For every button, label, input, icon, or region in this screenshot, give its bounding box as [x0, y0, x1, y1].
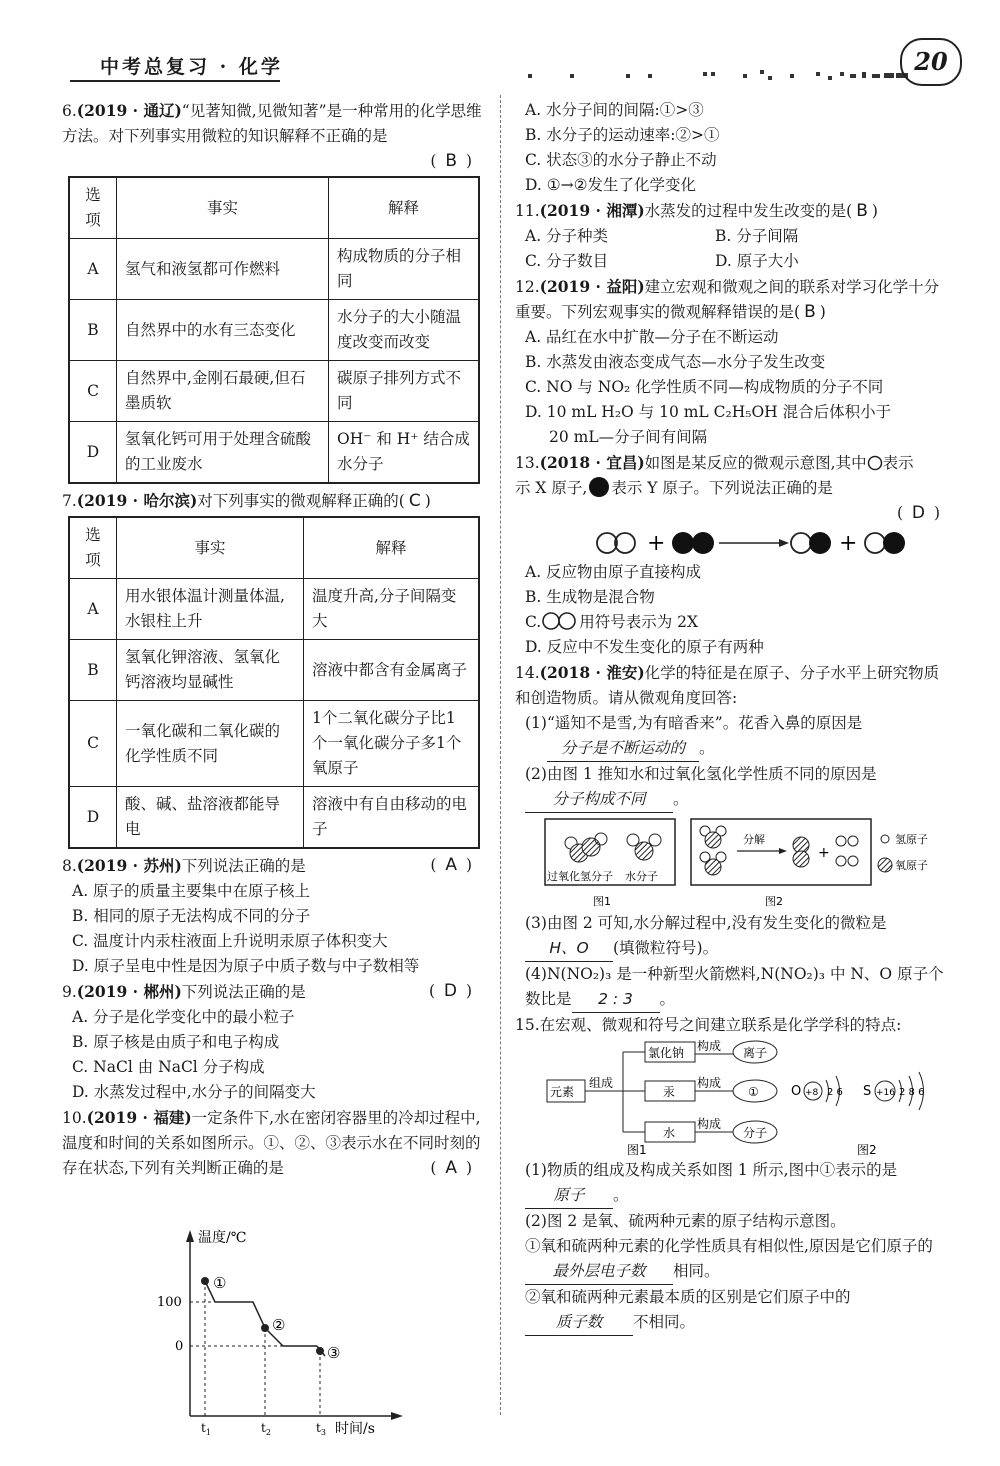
- table-header: 选项: [69, 517, 117, 579]
- q15-part-2a: [515, 1234, 950, 1285]
- figure-1-caption: 图1: [627, 1143, 647, 1157]
- question-8: [62, 853, 482, 979]
- xx-molecule-icon: [541, 611, 579, 631]
- q7-table: [68, 516, 480, 849]
- table-cell: A: [69, 239, 117, 300]
- q15-part-1: (1)物质的组成及构成关系如图 1 所示,图中①表示的是原子 。: [515, 1158, 950, 1209]
- y-tick-100: 100: [157, 1295, 182, 1310]
- o-atom: [635, 842, 653, 860]
- o-atom: [705, 859, 721, 875]
- option: B. 水蒸发由液态变成气态—水分子发生改变: [525, 353, 826, 371]
- t1-text: t: [201, 1421, 206, 1435]
- plus-icon: +: [647, 531, 666, 556]
- option: C. NO 与 NO₂ 化学性质不同—构成物质的分子不同: [525, 378, 884, 396]
- q15-part-2a-text: ①氧和硫两种元素的化学性质具有相似性,原因是它们原子的: [525, 1237, 933, 1255]
- q14-part-2-text: (2)由图 1 推知水和过氧化氢化学性质不同的原因是: [525, 765, 877, 783]
- column-divider: [500, 95, 501, 1415]
- table-cell: OH⁻ 和 H⁺ 结合成水分子: [329, 422, 480, 484]
- option: D. 反应中不发生变化的原子有两种: [525, 638, 764, 656]
- h-atom: [649, 834, 661, 846]
- option-row: [515, 224, 950, 249]
- q13-stem-4: 表示 Y 原子。下列说法正确的是: [611, 479, 833, 497]
- y-atom: [672, 532, 694, 554]
- q10-source: (2019 · 福建): [86, 1108, 192, 1127]
- q14-molecule-figures: [543, 817, 943, 909]
- q13-stem-3: 示 X 原子,: [515, 479, 588, 497]
- q10-number: 10.: [62, 1109, 87, 1127]
- h-atom: [848, 856, 858, 866]
- state-point-3: [316, 1347, 324, 1355]
- table-header: 事实: [117, 177, 329, 239]
- y-tick-0: 0: [175, 1339, 184, 1354]
- table-cell: 自然界中的水有三态变化: [117, 300, 329, 361]
- state-label-3: ③: [327, 1344, 341, 1362]
- q6-answer-box: ( B ): [430, 151, 472, 171]
- q14-part-4: (4)N(NO₂)₃ 是一种新型火箭燃料,N(NO₂)₃ 中 N、O 原子个数比是 2 : 3 。: [515, 962, 950, 1013]
- element-label: 元素: [550, 1085, 575, 1099]
- option: A. 分子种类: [525, 227, 609, 245]
- q14-answer-1: 分子是不断运动的: [547, 736, 699, 762]
- q15-part-2: (2)图 2 是氧、硫两种元素的原子结构示意图。: [525, 1212, 846, 1230]
- option: A. 品红在水中扩散—分子在不断运动: [525, 328, 779, 346]
- option: A. 分子是化学变化中的最小粒子: [72, 1008, 295, 1026]
- right-column: [515, 98, 950, 1336]
- option: C. 状态③的水分子静止不动: [525, 151, 717, 169]
- question-11: 11.(2019 · 湘潭)水蒸发的过程中发生改变的是( B ) A. 分子种类 B. 分子间隔 C. 分子数目 D. 原子大小: [515, 198, 950, 274]
- question-12: 12.(2019 · 益阳)建立宏观和微观之间的联系对学习化学十分重要。下列宏观事实的微观解释错误的是( B ) A. 品红在水中扩散—分子在不断运动 B. 水蒸发由液态变成气态—水分子发生改变 C. NO 与 NO₂ 化学性质不同—构成物质的分子不同 D. 10 mL H₂O 与 10 mL C₂H₅OH 混合后体积小于 20 mL—分子间有间隔: [515, 274, 950, 450]
- table-header: 解释: [304, 517, 480, 579]
- q13-stem-1: 如图是某反应的微观示意图,其中: [644, 454, 867, 472]
- sulfur-symbol: S: [863, 1084, 872, 1099]
- q12-stem: 建立宏观和微观之间的联系对学习化学十分重要。下列宏观事实的微观解释错误的是(: [515, 278, 940, 321]
- o-atom: [582, 838, 600, 856]
- q6-answer: B: [445, 151, 458, 171]
- option: C. NaCl 由 NaCl 分子构成: [72, 1058, 265, 1076]
- table-cell: A: [69, 579, 117, 640]
- figure-2-caption: 图2: [857, 1143, 877, 1157]
- x-tick-t1: [201, 1421, 211, 1436]
- q15-answer-2a: 最外层电子数: [525, 1259, 673, 1285]
- h-atom: [836, 836, 846, 846]
- t1-sub: 1: [205, 1428, 211, 1436]
- x-atom: [791, 533, 811, 553]
- q15-part-2b-end: 不相同。: [633, 1313, 696, 1331]
- table-row: [69, 701, 479, 787]
- y-atom: [809, 532, 831, 554]
- q15-answer-2b: 质子数: [525, 1310, 633, 1336]
- q10-graph-detail: [155, 1226, 455, 1436]
- oxygen-symbol: O: [791, 1084, 802, 1099]
- q9-answer: D: [443, 981, 458, 1001]
- h-atom: [595, 833, 607, 845]
- question-13: [515, 450, 950, 660]
- q13-reaction-diagram: [595, 526, 925, 560]
- q8-answer-box: ( A ): [430, 855, 472, 875]
- table-row: [69, 787, 479, 849]
- q13-answer: D: [911, 503, 926, 523]
- table-row: [69, 239, 479, 300]
- question-6: [62, 98, 482, 174]
- q14-part-1-text: (1)“遥知不是雪,为有暗香来”。花香入鼻的原因是: [525, 714, 863, 732]
- y-axis-arrow-icon: [186, 1230, 194, 1242]
- table-row: [69, 361, 479, 422]
- h-atom: [627, 834, 639, 846]
- q7-answer: C: [408, 491, 421, 511]
- label-h2o: 水分子: [625, 870, 658, 883]
- table-cell: D: [69, 787, 117, 849]
- build-label: 构成: [697, 1117, 722, 1131]
- q9-number: 9.: [62, 983, 77, 1001]
- q8-stem: 下列说法正确的是: [181, 857, 306, 875]
- state-label-2: ②: [272, 1316, 286, 1334]
- q6-stem: “见著知微,见微知著”是一种常用的化学思维方法。对下列事实用微粒的知识解释不正确的是: [62, 102, 482, 145]
- x-atom: [615, 533, 635, 553]
- q9-answer-box: ( D ): [428, 981, 472, 1001]
- left-column: [62, 98, 482, 1371]
- table-cell: 一氧化碳和二氧化碳的化学性质不同: [117, 701, 304, 787]
- q7-stem: 对下列事实的微观解释正确的(: [197, 492, 405, 510]
- option-row: [515, 249, 950, 274]
- q14-part-3-text: (3)由图 2 可知,水分解过程中,没有发生变化的微粒是: [525, 914, 887, 932]
- x-tick-t3: [316, 1421, 326, 1436]
- molecule-label: 分子: [743, 1126, 768, 1140]
- q10-answer: A: [445, 1158, 458, 1178]
- table-cell: B: [69, 640, 117, 701]
- table-row: [69, 640, 479, 701]
- q15-part-2b-text: ②氧和硫两种元素最本质的区别是它们原子中的: [525, 1288, 851, 1306]
- table-cell: 碳原子排列方式不同: [329, 361, 480, 422]
- plus-icon: +: [818, 845, 830, 861]
- table-header: 解释: [329, 177, 480, 239]
- q15-part-2b: [515, 1285, 950, 1336]
- question-14: [515, 660, 950, 1013]
- arrow-head-icon: [779, 848, 787, 854]
- q6-number: 6.: [62, 102, 77, 120]
- option: D. 原子呈电中性是因为原子中质子数与中子数相等: [72, 957, 420, 975]
- page-number: 20: [900, 38, 962, 86]
- sulfur-electrons: 2 8 6: [899, 1087, 925, 1098]
- q12-number: 12.: [515, 278, 540, 296]
- x-tick-t2: [261, 1421, 271, 1436]
- q14-answer-3: H、O: [525, 936, 613, 962]
- y-axis-label: 温度/℃: [198, 1230, 247, 1246]
- q14-number: 14.: [515, 664, 540, 682]
- table-cell: 酸、碱、盐溶液都能导电: [117, 787, 304, 849]
- h-atom: [836, 856, 846, 866]
- composition-label: 组成: [589, 1076, 614, 1090]
- table-cell: 氢气和液氢都可作燃料: [117, 239, 329, 300]
- y-atom-icon: [587, 476, 611, 498]
- q15-part-2a-end: 相同。: [673, 1262, 720, 1280]
- x-atom: [865, 533, 885, 553]
- question-9: [62, 979, 482, 1105]
- q15-stem: 在宏观、微观和符号之间建立联系是化学学科的特点:: [539, 1016, 902, 1034]
- q14-part-3-end: (填微粒符号)。: [613, 939, 719, 957]
- table-header: 选项: [69, 177, 117, 239]
- q15-answer-1: 原子: [525, 1183, 613, 1209]
- q9-stem: 下列说法正确的是: [181, 983, 306, 1001]
- table-cell: B: [69, 300, 117, 361]
- q11-source: (2019 · 湘潭): [539, 201, 645, 220]
- q14-answer-4: 2 : 3: [572, 987, 660, 1013]
- option: C. 温度计内汞柱液面上升说明汞原子体积变大: [72, 932, 388, 950]
- figure-1-caption: 图1: [593, 895, 611, 908]
- q6-table: [68, 176, 480, 484]
- option: C. 分子数目: [525, 252, 609, 270]
- x-atom-icon: [867, 455, 883, 471]
- h-atom: [848, 836, 858, 846]
- table-cell: 温度升高,分子间隔变大: [304, 579, 480, 640]
- q7-source: (2019 · 哈尔滨): [76, 491, 198, 510]
- option: B. 原子核是由质子和电子构成: [72, 1033, 280, 1051]
- q8-number: 8.: [62, 857, 77, 875]
- build-label: 构成: [697, 1040, 722, 1053]
- table-cell: 自然界中,金刚石最硬,但石墨质软: [117, 361, 329, 422]
- y-atom: [692, 532, 714, 554]
- arrow-head-icon: [779, 539, 789, 547]
- oxygen-electrons: 2 6: [827, 1087, 843, 1098]
- label-h2o2: 过氧化氢分子: [547, 870, 613, 883]
- option: D. 水蒸发过程中,水分子的间隔变大: [72, 1083, 316, 1101]
- q13-answer-box: ( D ): [896, 503, 940, 523]
- table-row: [69, 300, 479, 361]
- option: B. 分子间隔: [715, 227, 799, 245]
- question-10: [62, 1105, 482, 1181]
- option: [515, 610, 950, 635]
- q10-stem: 一定条件下,水在密闭容器里的冷却过程中,温度和时间的关系如图所示。①、②、③表示水在不同时刻的存在状态,下列有关判断正确的是: [62, 1109, 481, 1177]
- table-row: [69, 422, 479, 484]
- state-point-1: [201, 1277, 209, 1285]
- table-row: [69, 579, 479, 640]
- legend-o-icon: [878, 858, 892, 872]
- q10-answer-box: ( A ): [430, 1158, 472, 1178]
- figure-2-caption: 图2: [765, 895, 783, 908]
- option-letter: C.: [525, 613, 542, 631]
- q15-part-1-text: (1)物质的组成及构成关系如图 1 所示,图中①表示的是: [525, 1161, 898, 1179]
- sulfur-core: +16: [876, 1088, 895, 1098]
- q13-stem-2: 表示: [882, 454, 914, 472]
- q14-part-3: [515, 911, 950, 962]
- o-atom: [705, 832, 721, 848]
- t2-text: t: [261, 1421, 266, 1435]
- option: A. 水分子间的间隔:①>③: [525, 101, 704, 119]
- y-atom: [883, 532, 905, 554]
- option: D. 原子大小: [715, 252, 799, 270]
- q12-source: (2019 · 益阳): [539, 277, 645, 296]
- blank-1-label: ①: [748, 1085, 759, 1099]
- table-cell: 水分子的大小随温度改变而改变: [329, 300, 480, 361]
- nacl-label: 氯化钠: [648, 1046, 685, 1060]
- ion-label: 离子: [743, 1046, 768, 1060]
- question-7: 7.(2019 · 哈尔滨)对下列事实的微观解释正确的( C ): [62, 491, 431, 511]
- oxygen-core: +8: [805, 1088, 819, 1098]
- option: D. ①→②发生了化学变化: [525, 176, 697, 194]
- q11-number: 11.: [515, 202, 540, 220]
- option: A. 原子的质量主要集中在原子核上: [72, 882, 311, 900]
- q6-source: (2019 · 通辽): [76, 101, 182, 120]
- q14-source: (2018 · 淮安): [539, 663, 645, 682]
- q12-answer: B: [804, 302, 816, 322]
- option: B. 相同的原子无法构成不同的分子: [72, 907, 311, 925]
- q8-source: (2019 · 苏州): [76, 856, 182, 875]
- option: A. 反应物由原子直接构成: [525, 563, 702, 581]
- table-cell: 氢氧化钾溶液、氢氧化钙溶液均显碱性: [117, 640, 304, 701]
- table-cell: C: [69, 361, 117, 422]
- plus-icon: +: [839, 531, 858, 556]
- legend-h-icon: [881, 835, 889, 843]
- header-dots: [528, 70, 908, 82]
- q14-answer-2: 分子构成不同: [525, 787, 673, 813]
- table-cell: 1个二氧化碳分子比1个一氧化碳分子多1个氧原子: [304, 701, 480, 787]
- header-rule: [70, 80, 280, 82]
- table-cell: 用水银体温计测量体温,水银柱上升: [117, 579, 304, 640]
- q11-answer: B: [856, 201, 868, 221]
- option-text: 用符号表示为 2X: [579, 613, 699, 631]
- q14-stem: 化学的特征是在原子、分子水平上研究物质和创造物质。请从微观角度回答:: [515, 664, 940, 707]
- table-cell: D: [69, 422, 117, 484]
- q14-part-2: (2)由图 1 推知水和过氧化氢化学性质不同的原因是分子构成不同 。: [515, 762, 950, 813]
- table-header-row: [69, 517, 479, 579]
- table-cell: 氢氧化钙可用于处理含硫酸的工业废水: [117, 422, 329, 484]
- table-header: 事实: [117, 517, 304, 579]
- header-title: 中考总复习 · 化学: [100, 56, 283, 78]
- table-cell: 溶液中都含有金属离子: [304, 640, 480, 701]
- state-label-1: ①: [213, 1274, 227, 1292]
- decomposition-label: 分解: [743, 833, 765, 846]
- q13-source: (2018 · 宜昌): [539, 453, 645, 472]
- q13-stem-line2: [515, 476, 950, 501]
- question-15: [515, 1013, 950, 1336]
- q7-number: 7.: [62, 492, 77, 510]
- option: D. 10 mL H₂O 与 10 mL C₂H₅OH 混合后体积小于: [525, 403, 892, 421]
- o-atom: [793, 851, 809, 867]
- legend-o: 氧原子: [895, 859, 928, 872]
- table-cell: C: [69, 701, 117, 787]
- q9-source: (2019 · 郴州): [76, 982, 182, 1001]
- t3-text: t: [316, 1421, 321, 1435]
- q14-answer-1-line: 分子是不断运动的 。: [515, 736, 950, 762]
- q14-part-4-text: (4)N(NO₂)₃ 是一种新型火箭燃料,N(NO₂)₃ 中 N、O 原子个数比是: [525, 965, 944, 1008]
- q13-number: 13.: [515, 454, 540, 472]
- table-cell: 构成物质的分子相同: [329, 239, 480, 300]
- table-header-row: [69, 177, 479, 239]
- q14-part-1: [515, 711, 950, 736]
- q8-answer: A: [445, 855, 458, 875]
- x-axis-label: 时间/s: [335, 1421, 375, 1436]
- option-continued: 20 mL—分子间有间隔: [549, 428, 708, 446]
- state-point-2: [261, 1324, 269, 1332]
- legend-h: 氢原子: [895, 833, 928, 846]
- x-atom: [597, 533, 617, 553]
- option: B. 水分子的运动速率:②>①: [525, 126, 720, 144]
- x-axis-arrow-icon: [391, 1412, 403, 1420]
- option: B. 生成物是混合物: [525, 588, 655, 606]
- water-label: 水: [663, 1126, 676, 1140]
- t3-sub: 3: [320, 1428, 326, 1436]
- q15-number: 15.: [515, 1016, 540, 1034]
- q11-stem: 水蒸发的过程中发生改变的是(: [644, 202, 853, 220]
- q15-figures: [545, 1040, 965, 1158]
- build-label: 构成: [697, 1076, 722, 1090]
- t2-sub: 2: [265, 1428, 271, 1436]
- mercury-label: 汞: [663, 1085, 676, 1099]
- table-cell: 溶液中有自由移动的电子: [304, 787, 480, 849]
